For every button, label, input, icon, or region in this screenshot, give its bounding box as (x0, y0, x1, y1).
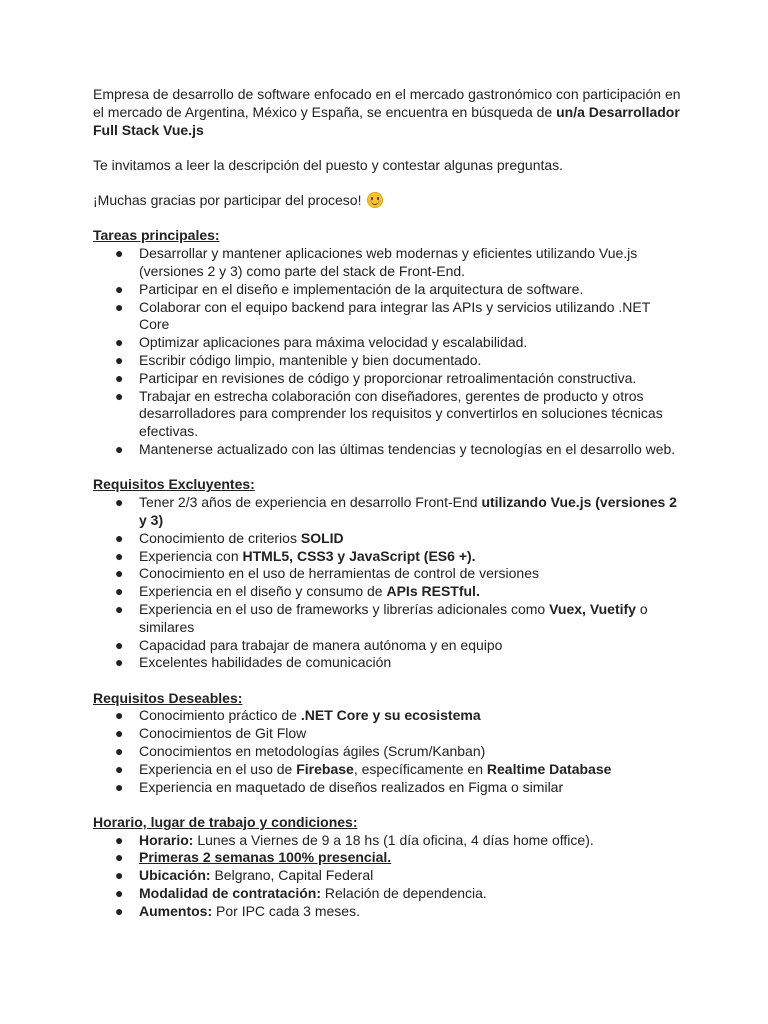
list-item: ● Participar en revisiones de código y proporcionar retroalimentación constructiva. (115, 369, 637, 386)
list-item: ● Escribir código limpio, mantenible y bien documentado. (115, 352, 482, 369)
bullet-icon: ● (115, 565, 124, 582)
bullet-icon: ● (115, 849, 124, 866)
bullet-icon: ● (115, 494, 124, 511)
deseables-heading: Requisitos Deseables: (93, 689, 243, 706)
list-item: ● Colaborar con el equipo backend para integrar las APIs y servicios utilizando .NET Core (115, 298, 651, 333)
list-item: ● Primeras 2 semanas 100% presencial. (115, 849, 392, 866)
thanks-text: ¡Muchas gracias por participar del proceso! (93, 192, 362, 209)
bullet-icon: ● (115, 369, 124, 386)
list-item: ● Tener 2/3 años de experiencia en desarrollo Front-End utilizando Vue.js (versiones 2 y 3) (115, 494, 677, 528)
excluyentes-list (93, 494, 683, 672)
list-item: ● Conocimientos en metodologías ágiles (Scrum/Kanban) (115, 743, 486, 759)
bullet-icon: ● (115, 902, 124, 919)
intro-text: Empresa de desarrollo de software enfocado en el mercado gastronómico con participación en el mercado de Argentina, México y España, se encuentra en búsqueda de (93, 86, 681, 120)
invitation-paragraph: Te invitamos a leer la descripción del puesto y contestar algunas preguntas. (93, 156, 564, 173)
horario-list (93, 832, 683, 921)
bullet-icon: ● (115, 547, 124, 564)
bullet-icon: ● (115, 583, 124, 600)
list-item: ● Conocimientos de Git Flow (115, 725, 307, 742)
list-item: ● Trabajar en estrecha colaboración con diseñadores, gerentes de producto y otros desarrolladores para comprender los requisitos y convertirlos en soluciones técnicas efectivas. (115, 387, 663, 440)
list-item: ● Conocimiento en el uso de herramientas de control de versiones (115, 565, 540, 582)
bullet-icon: ● (115, 280, 124, 297)
list-item: ● Ubicación: Belgrano, Capital Federal (115, 867, 374, 884)
bullet-icon: ● (115, 760, 124, 777)
list-item: ● Modalidad de contratación: Relación de dependencia. (115, 885, 487, 902)
list-item: ● Optimizar aplicaciones para máxima velocidad y escalabilidad. (115, 334, 528, 351)
bullet-icon: ● (115, 298, 124, 315)
document-content (93, 86, 683, 938)
bullet-icon: ● (115, 867, 124, 884)
bullet-icon: ● (115, 885, 124, 902)
horario-heading: Horario, lugar de trabajo y condiciones: (93, 813, 358, 830)
list-item: ● Experiencia en maquetado de diseños realizados en Figma o similar (115, 778, 564, 795)
list-item: ● Experiencia en el uso de frameworks y librerías adicionales como Vuex, Vuetify o similares (115, 600, 648, 635)
list-item: ● Excelentes habilidades de comunicación (115, 654, 392, 671)
bullet-icon: ● (115, 654, 124, 671)
bullet-icon: ● (115, 334, 124, 351)
bullet-icon: ● (115, 441, 124, 458)
bullet-icon: ● (115, 778, 124, 795)
bullet-icon: ● (115, 352, 124, 369)
tareas-list (93, 245, 683, 459)
bullet-icon: ● (115, 831, 124, 848)
list-item: ● Experiencia con HTML5, CSS3 y JavaScript (ES6 +). (115, 547, 476, 564)
tareas-heading: Tareas principales: (93, 227, 220, 244)
list-item: ● Experiencia en el diseño y consumo de APIs RESTful. (115, 583, 480, 600)
bullet-icon: ● (115, 725, 124, 742)
excluyentes-heading: Requisitos Excluyentes: (93, 476, 255, 493)
list-item: ● Mantenerse actualizado con las últimas tendencias y tecnologías en el desarrollo web. (115, 441, 676, 458)
list-item: ● Experiencia en el uso de Firebase, específicamente en Realtime Database (115, 760, 612, 777)
smiling-face-icon (367, 192, 383, 208)
bullet-icon: ● (115, 743, 124, 759)
bullet-icon: ● (115, 387, 124, 404)
thanks-paragraph (93, 192, 683, 210)
list-item: ● Aumentos: Por IPC cada 3 meses. (115, 902, 360, 919)
bullet-icon: ● (115, 600, 124, 617)
bullet-icon: ● (115, 636, 124, 653)
list-item: ● Capacidad para trabajar de manera autónoma y en equipo (115, 636, 503, 653)
list-item: ● Conocimiento de criterios SOLID (115, 529, 344, 546)
bullet-icon: ● (115, 529, 124, 546)
intro-position-title: un/a Desarrollador Full Stack Vue.js (93, 103, 680, 138)
list-item: ● Participar en el diseño e implementación de la arquitectura de software. (115, 280, 584, 297)
bullet-icon: ● (115, 245, 124, 262)
intro-paragraph (93, 86, 683, 139)
list-item: ● Conocimiento práctico de .NET Core y su ecosistema (115, 707, 481, 724)
list-item: ● Desarrollar y mantener aplicaciones web modernas y eficientes utilizando Vue.js (versiones 2 y 3) como parte del stack de Front-End. (115, 245, 638, 280)
deseables-list (93, 707, 683, 796)
bullet-icon: ● (115, 707, 124, 724)
list-item: ● Horario: Lunes a Viernes de 9 a 18 hs (1 día oficina, 4 días home office). (115, 831, 594, 848)
